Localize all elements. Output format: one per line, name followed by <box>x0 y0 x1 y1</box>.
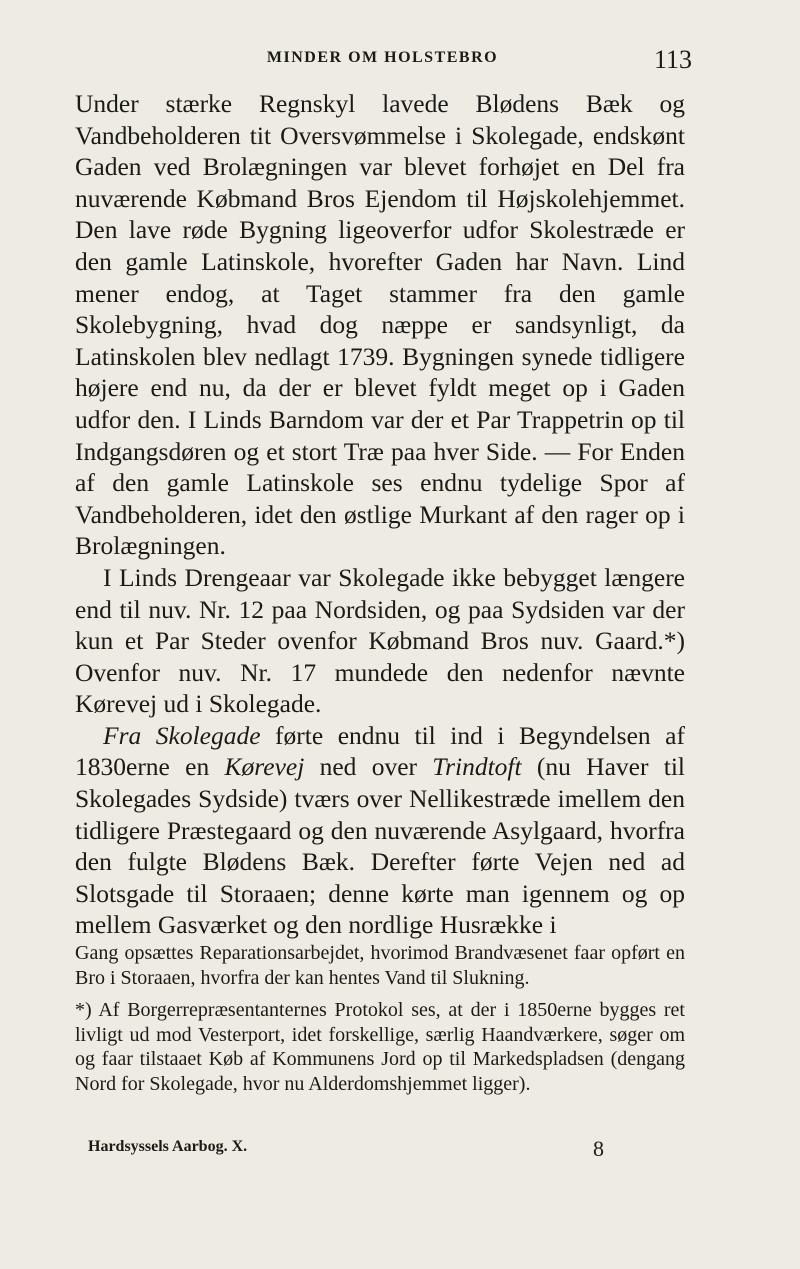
paragraph-text: førte endnu til ind i Begyndelsen af 1830erne en <box>75 720 685 782</box>
signature-mark: 8 <box>593 1136 604 1161</box>
italic-term: Trindtoft <box>432 752 522 782</box>
paragraph-text: ned over <box>304 752 433 782</box>
footnote-continued: Gang opsættes Reparationsarbejdet, hvorimod Brandvæsenet faar opført en Bro i Storaaen, hvorfra der kan hentes Vand til Slukning. <box>75 942 685 989</box>
page-footer <box>88 1136 690 1166</box>
paragraph: Under stærke Regnskyl lavede Blødens Bæk og Vandbeholderen tit Oversvømmelse i Skolegade, endskønt Gaden ved Brolægningen var blevet forhøjet en Del fra nuværende Købmand Bros Ejendom til Højskolehjemmet. Den lave røde Bygning ligeoverfor udfor Skolestræde er den gamle Latinskole, hvorefter Gaden har Navn. Lind mener endog, at Taget stammer fra den gamle Skolebygning, hvad dog næppe er sandsynligt, da Latinskolen blev nedlagt 1739. Bygningen synede tidligere højere end nu, da der er blevet fyldt meget op i Gaden udfor den. I Linds Barndom var der et Par Trappetrin op til Indgangsdøren og et stort Træ paa hver Side. — For Enden af den gamle Latinskole ses endnu tydelige Spor af Vandbeholderen, idet den østlige Murkant af den rager op i Brolægningen. <box>75 89 685 561</box>
publication-title: Hardsyssels Aarbog. X. <box>88 1138 248 1155</box>
italic-term: Fra Skolegade <box>103 720 261 750</box>
page-header <box>75 45 690 85</box>
paragraph-text: (nu Haver til Skolegades Sydside) tværs over Nellikestræde imellem den tidligere Præstegaard og den nuværende Asylgaard, hvorfra den fulgte Blødens Bæk. Derefter førte Vejen ned ad Slotsgade til Storaaen; denne kørte man igennem og op mellem Gasværket og den nordlige Husrække i <box>75 752 685 940</box>
page-number: 113 <box>653 45 692 74</box>
paragraph: I Linds Drengeaar var Skolegade ikke bebygget længere end til nuv. Nr. 12 paa Nordsiden, og paa Sydsiden var der kun et Par Steder ovenfor Købmand Bros nuv. Gaard.*) Ovenfor nuv. Nr. 17 mundede den nedenfor nævnte Kørevej ud i Skolegade. <box>75 562 685 719</box>
body-text <box>75 88 685 1096</box>
footnote: *) Af Borgerrepræsentanternes Protokol ses, at der i 1850erne bygges ret livligt ud mod Vesterport, idet forskellige, særlig Haandværkere, søger om og faar tilstaaet Køb af Kommunens Jord op til Markedspladsen (dengang Nord for Skolegade, hvor nu Alderdomshjemmet ligger). <box>75 999 685 1095</box>
paragraph <box>75 720 685 941</box>
running-head: MINDER OM HOLSTEBRO <box>266 49 499 66</box>
italic-term: Kørevej <box>224 752 305 782</box>
